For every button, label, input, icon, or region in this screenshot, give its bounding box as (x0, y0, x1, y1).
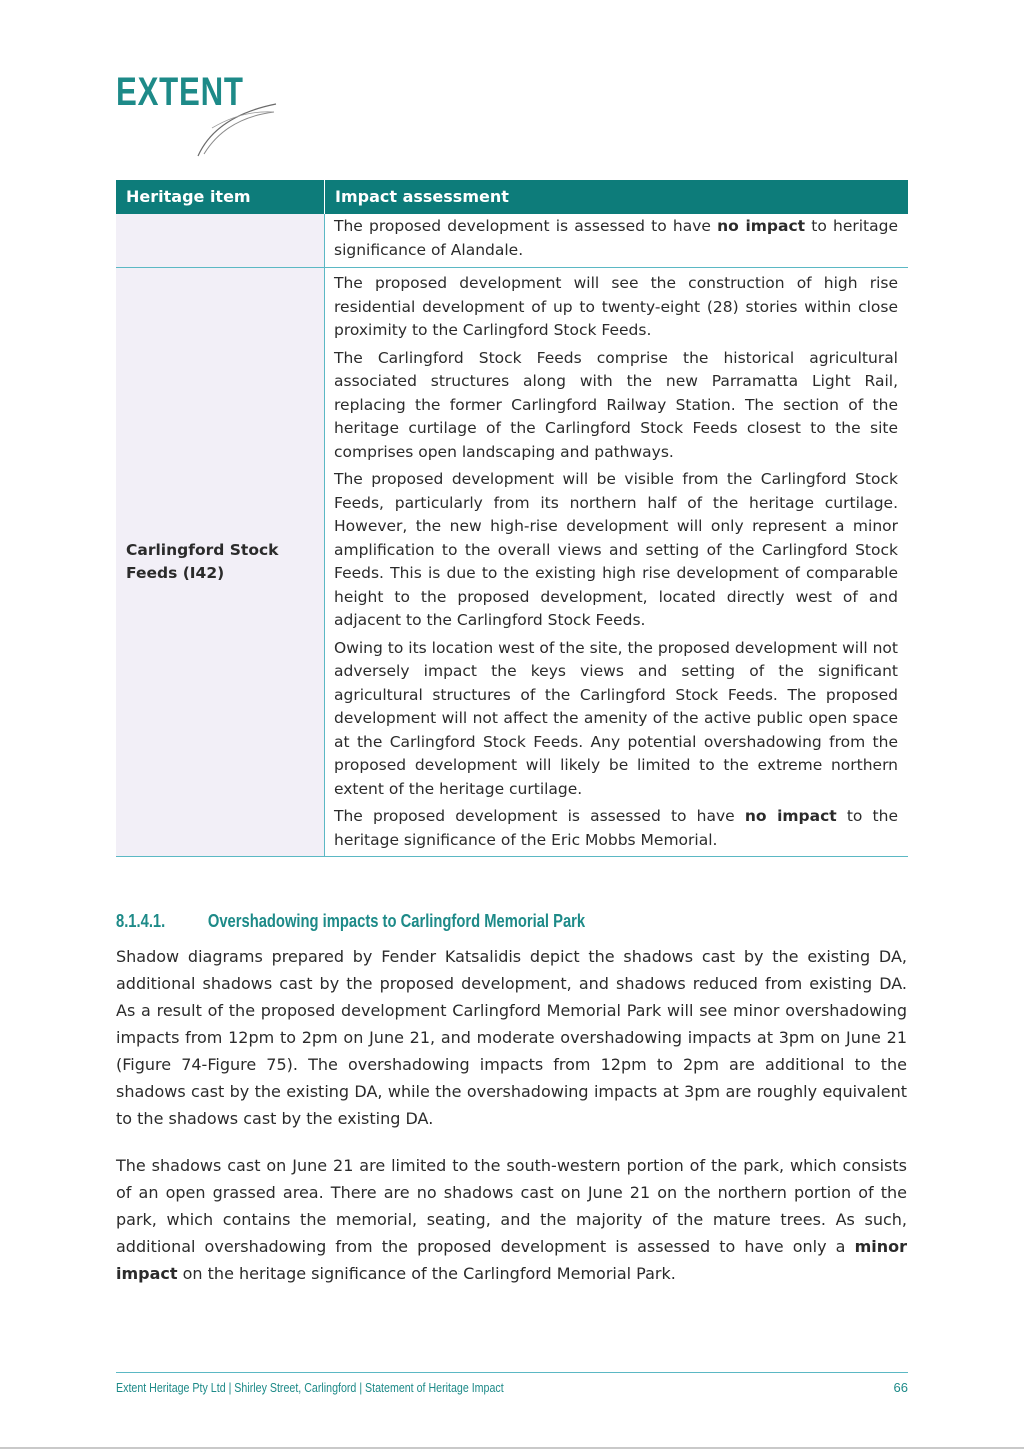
page-number: 66 (893, 1380, 908, 1395)
section-heading (116, 911, 585, 932)
header-impact-assessment: Impact assessment (325, 180, 909, 214)
impact-paragraph: The proposed development is assessed to have no impact to the heritage significance of the Eric Mobbs Memorial. (334, 807, 898, 849)
impact-paragraph: Owing to its location west of the site, the proposed development will not adversely impact the keys views and setting of the significant agricultural structures of the Carlingford Stock Feeds. The proposed development will not affect the amenity of the active public open space at the Carlingford Stock Feeds. Any potential overshadowing from the proposed development will likely be limited to the extreme northern extent of the heritage curtilage. (334, 638, 898, 798)
impact-paragraph: The proposed development will see the construction of high rise residential development of up to twenty-eight (28) stories within close proximity to the Carlingford Stock Feeds. (334, 274, 898, 339)
body-paragraph: Shadow diagrams prepared by Fender Katsalidis depict the shadows cast by the existing DA, additional shadows cast by the proposed development, and shadows reduced from existing DA. As a result of the proposed development Carlingford Memorial Park will see minor overshadowing impacts from 12pm to 2pm on June 21, and moderate overshadowing impacts at 3pm on June 21 (Figure 74-Figure 75). The overshadowing impacts from 12pm to 2pm are additional to the shadows cast by the existing DA, while the overshadowing impacts at 3pm are roughly equivalent to the shadows cast by the existing DA. (116, 947, 907, 1128)
body-paragraph: The shadows cast on June 21 are limited to the south-western portion of the park, which consists of an open grassed area. There are no shadows cast on June 21 on the northern portion of the park, which contains the memorial, seating, and the majority of the mature trees. As such, additional overshadowing from the proposed development is assessed to have only a minor impact on the heritage significance of the Carlingford Memorial Park. (116, 1156, 907, 1283)
extent-logo (116, 68, 286, 160)
heritage-item-cell (116, 268, 325, 857)
table-header-row (116, 180, 908, 214)
heritage-item-cell (116, 214, 325, 268)
section-number: 8.1.4.1. (116, 911, 166, 931)
impact-paragraph: The proposed development will be visible from the Carlingford Stock Feeds, particularly from its northern half of the heritage curtilage. However, the new high-rise development will only represent a minor amplification to the overall views and setting of the Carlingford Stock Feeds. This is due to the existing high rise development of comparable height to the proposed development, located directly west of and adjacent to the Carlingford Stock Feeds. (334, 470, 898, 629)
heritage-impact-table (116, 180, 908, 857)
impact-cell (325, 268, 909, 857)
footer-text: Extent Heritage Pty Ltd | Shirley Street, Carlingford | Statement of Heritage Impact (116, 1380, 504, 1395)
impact-paragraph: The Carlingford Stock Feeds comprise the historical agricultural associated structures along with the new Parramatta Light Rail, replacing the former Carlingford Railway Station. The section of the heritage curtilage of the Carlingford Stock Feeds closest to the site comprises open landscaping and pathways. (334, 348, 898, 461)
impact-paragraph: The proposed development is assessed to have no impact to heritage significance of Alandale. (334, 217, 898, 259)
heritage-item-name: Carlingford Stock Feeds (I42) (126, 540, 279, 582)
section-title: Overshadowing impacts to Carlingford Memorial Park (207, 911, 586, 931)
logo-wordmark: EXTENT (116, 70, 244, 114)
table-row (116, 214, 908, 268)
header-heritage-item: Heritage item (116, 180, 325, 214)
impact-cell (325, 214, 909, 268)
table-row (116, 268, 908, 857)
footer-divider (116, 1372, 908, 1373)
logo-arc-icon (116, 68, 286, 160)
